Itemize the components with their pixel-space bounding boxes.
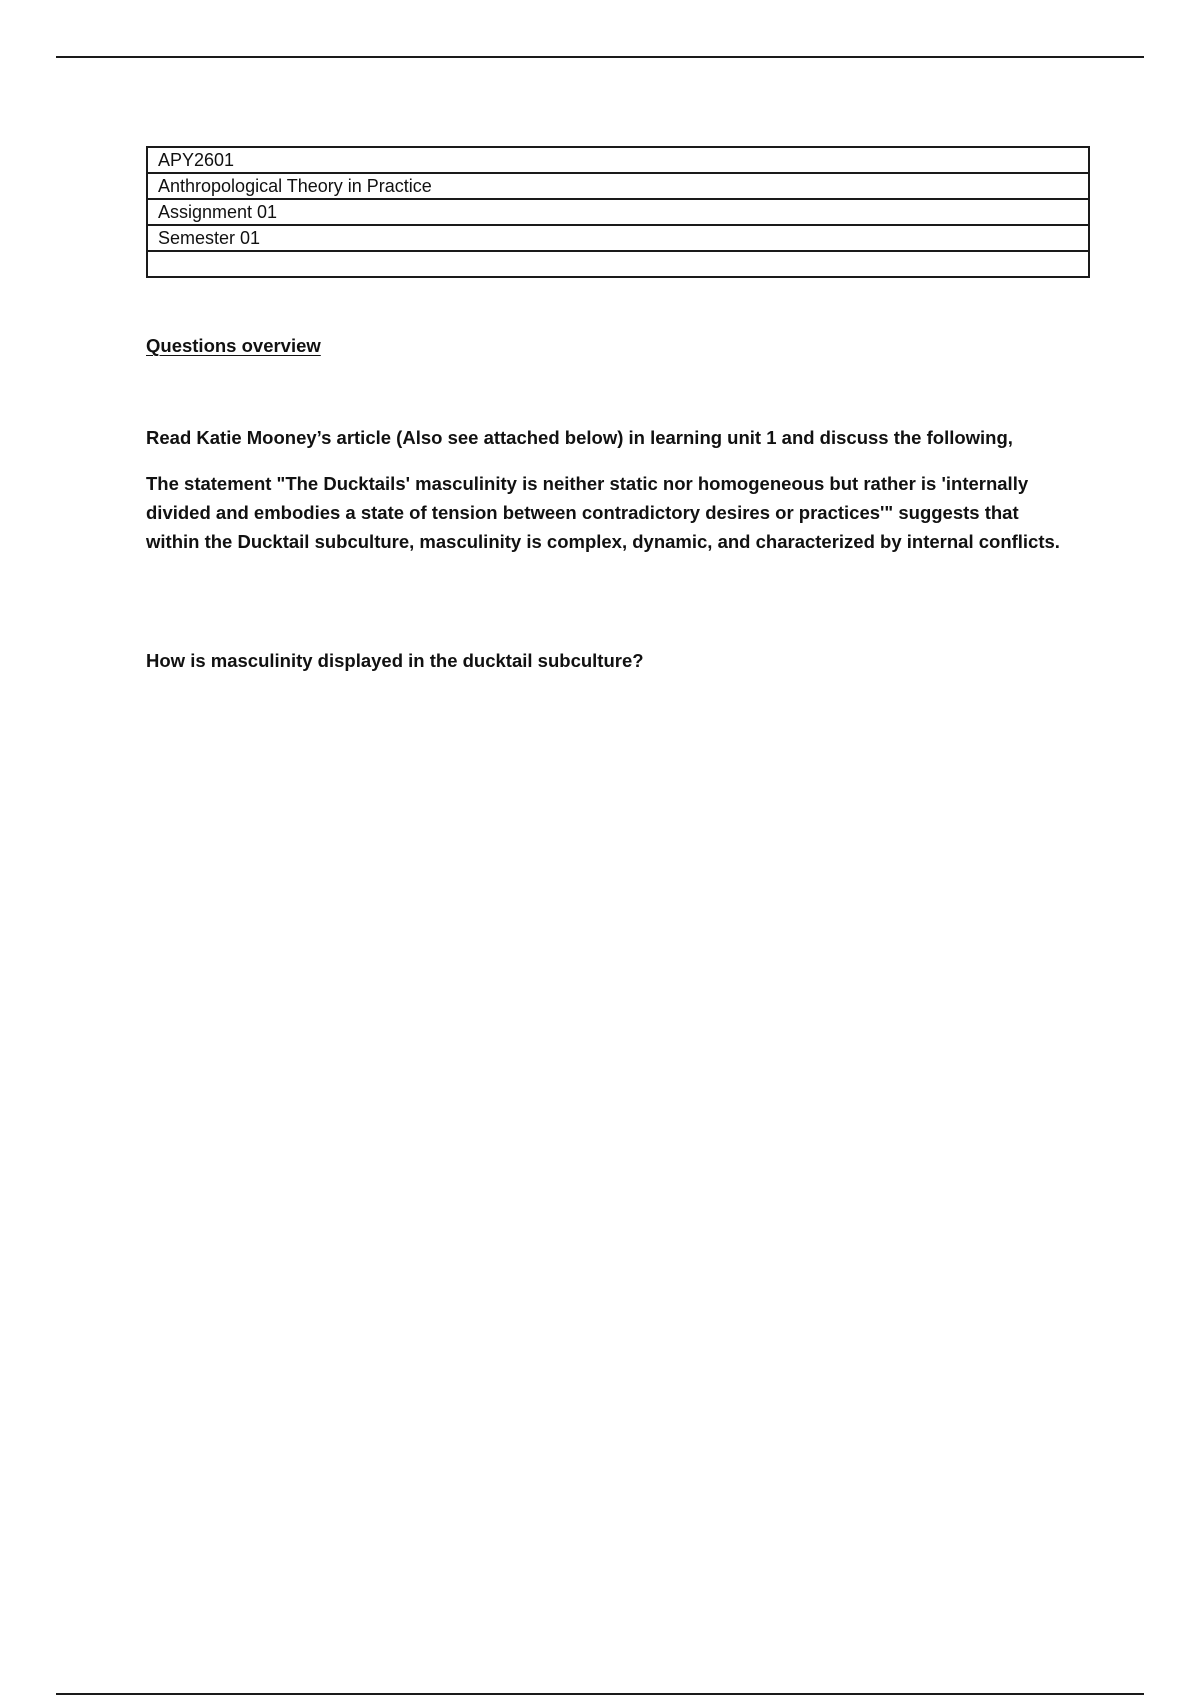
module-title-cell: Anthropological Theory in Practice xyxy=(147,173,1089,199)
course-code-cell: APY2601 xyxy=(147,147,1089,173)
top-rule xyxy=(56,56,1144,58)
semester-cell: Semester 01 xyxy=(147,225,1089,251)
bottom-rule xyxy=(56,1693,1144,1695)
table-row xyxy=(147,147,1089,173)
table-row xyxy=(147,199,1089,225)
empty-cell xyxy=(147,251,1089,277)
assignment-cell: Assignment 01 xyxy=(147,199,1089,225)
questions-overview-heading: Questions overview xyxy=(146,335,321,356)
table-row xyxy=(147,251,1089,277)
question-paragraph: How is masculinity displayed in the ducktail subculture? xyxy=(146,650,644,671)
course-info-table xyxy=(146,146,1090,278)
table-row xyxy=(147,225,1089,251)
intro-paragraph: Read Katie Mooney’s article (Also see attached below) in learning unit 1 and discuss the following, xyxy=(146,427,1013,448)
table-row xyxy=(147,173,1089,199)
statement-paragraph: The statement "The Ducktails' masculinity is neither static nor homogeneous but rather is 'internally divided and embodies a state of tension between contradictory desires or practices'" suggests that within the Ducktail subculture, masculinity is complex, dynamic, and characterized by internal conflicts. xyxy=(146,473,1060,552)
